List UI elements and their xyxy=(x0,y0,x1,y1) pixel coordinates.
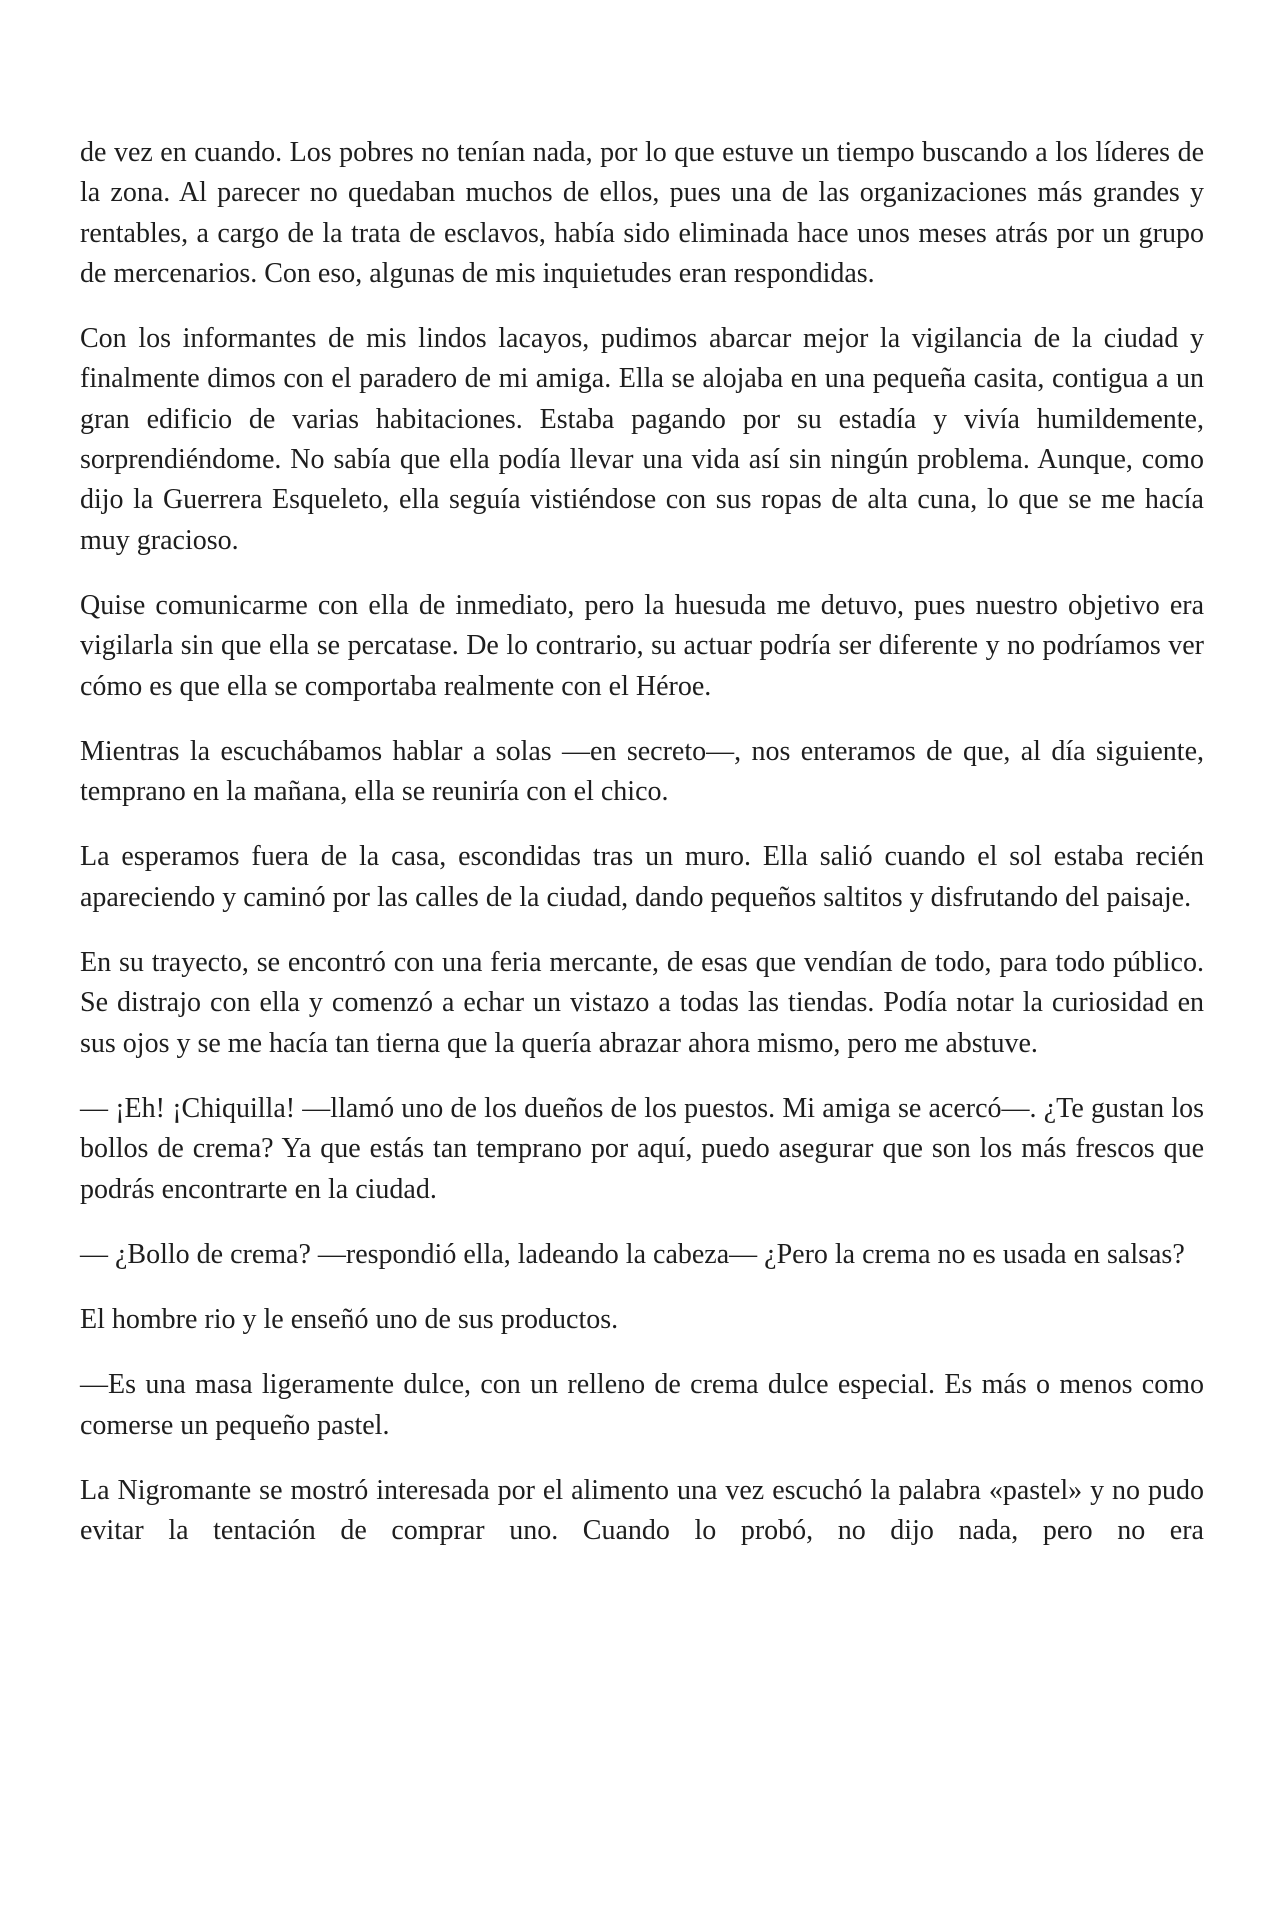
paragraph-1: de vez en cuando. Los pobres no tenían nada, por lo que estuve un tiempo buscando a los líderes de la zona. Al parecer no quedaban muchos de ellos, pues una de las organizaciones más grandes y rentables, a cargo de la trata de esclavos, había sido eliminada hace unos meses atrás por un grupo de mercenarios. Con eso, algunas de mis inquietudes eran respondidas. xyxy=(80,137,1204,289)
paragraph-3: Quise comunicarme con ella de inmediato, pero la huesuda me detuvo, pues nuestro objetivo era vigilarla sin que ella se percatase. De lo contrario, su actuar podría ser diferente y no podríamos ver cómo es que ella se comportaba realmente con el Héroe. xyxy=(80,589,1204,702)
paragraph-2: Con los informantes de mis lindos lacayos, pudimos abarcar mejor la vigilancia de la ciudad y finalmente dimos con el paradero de mi amiga. Ella se alojaba en una pequeña casita, contigua a un gran edificio de varias habitaciones. Estaba pagando por su estadía y vivía humildemente, sorprendiéndome. No sabía que ella podía llevar una vida así sin ningún problema. Aunque, como dijo la Guerrera Esqueleto, ella seguía vistiéndose con sus ropas de alta cuna, lo que se me hacía muy gracioso. xyxy=(80,323,1204,556)
paragraph-10: —Es una masa ligeramente dulce, con un relleno de crema dulce especial. Es más o menos como comerse un pequeño pastel. xyxy=(80,1369,1204,1441)
paragraph-7: — ¡Eh! ¡Chiquilla! —llamó uno de los dueños de los puestos. Mi amiga se acercó—. ¿Te gustan los bollos de crema? Ya que estás tan temprano por aquí, puedo asegurar que son los más frescos que podrás encontrarte en la ciudad. xyxy=(80,1092,1204,1205)
paragraph-11: La Nigromante se mostró interesada por el alimento una vez escuchó la palabra «pastel» y no pudo evitar la tentación de comprar uno. Cuando lo probó, no dijo nada, pero no era xyxy=(80,1475,1204,1547)
paragraph-4: Mientras la escuchábamos hablar a solas —en secreto—, nos enteramos de que, al día siguiente, temprano en la mañana, ella se reuniría con el chico. xyxy=(80,735,1204,808)
paragraph-5: La esperamos fuera de la casa, escondidas tras un muro. Ella salió cuando el sol estaba recién apareciendo y caminó por las calles de la ciudad, dando pequeños saltitos y disfrutando del paisaje. xyxy=(80,841,1204,913)
document-page xyxy=(80,133,1204,1552)
paragraph-9: El hombre rio y le enseñó uno de sus productos. xyxy=(80,1304,619,1336)
paragraph-6: En su trayecto, se encontró con una feria mercante, de esas que vendían de todo, para todo público. Se distrajo con ella y comenzó a echar un vistazo a todas las tiendas. Podía notar la curiosidad en sus ojos y se me hacía tan tierna que la quería abrazar ahora mismo, pero me abstuve. xyxy=(80,947,1204,1059)
paragraph-8: — ¿Bollo de crema? —respondió ella, ladeando la cabeza— ¿Pero la crema no es usada en salsas? xyxy=(80,1238,1185,1270)
